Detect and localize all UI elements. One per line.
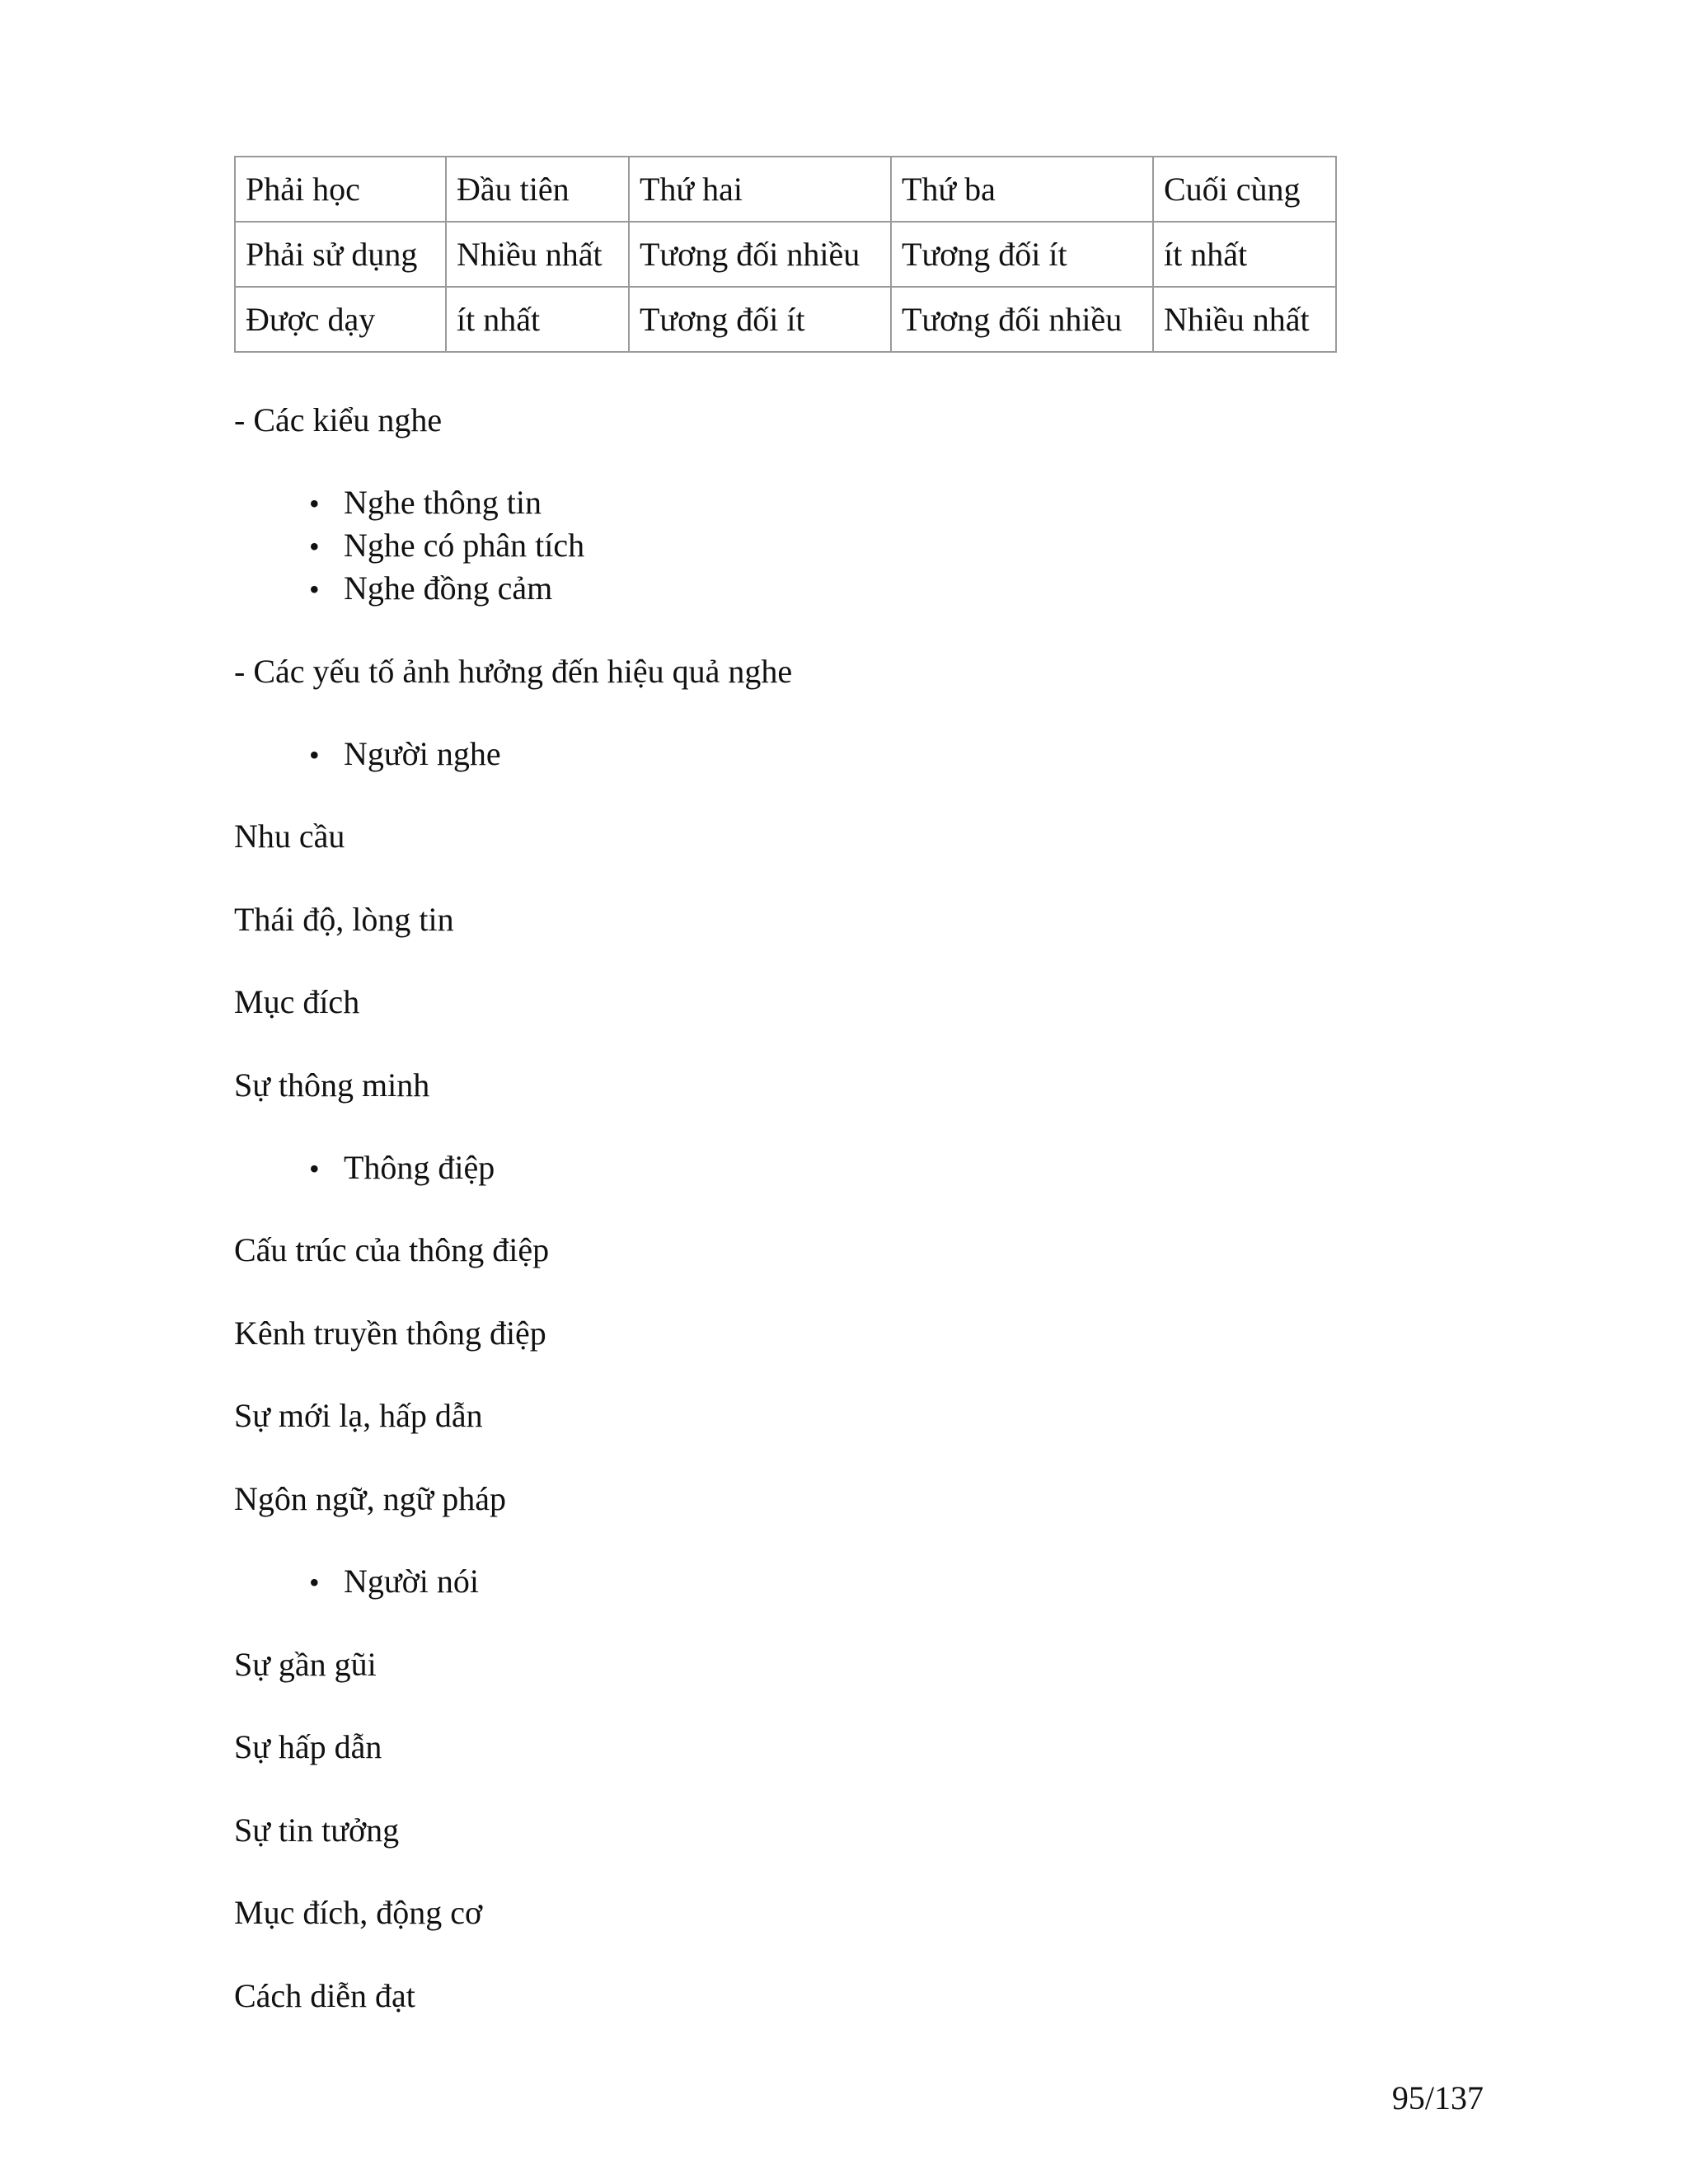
table-cell: Tương đối ít xyxy=(629,287,891,352)
text-line: Sự mới lạ, hấp dẫn xyxy=(234,1397,483,1434)
page-number: 95/137 xyxy=(1391,2079,1484,2116)
list-item xyxy=(309,569,553,607)
list-item xyxy=(309,735,501,772)
text-line: Mục đích xyxy=(234,983,360,1020)
table-cell: Tương đối nhiều xyxy=(891,287,1153,352)
list-item xyxy=(309,1565,479,1598)
text-line: Sự tin tưởng xyxy=(234,1811,400,1849)
list-item-text: Người nghe xyxy=(344,735,501,772)
comparison-table xyxy=(234,156,1337,353)
table-row xyxy=(235,222,1336,287)
section-heading-listening-types: - Các kiểu nghe xyxy=(234,401,443,438)
list-item xyxy=(309,1151,495,1184)
table-row xyxy=(235,157,1336,222)
list-item-text: Nghe có phân tích xyxy=(344,527,585,564)
table-cell: Tương đối nhiều xyxy=(629,222,891,287)
bullet-icon: • xyxy=(309,487,320,520)
text-line: Ngôn ngữ, ngữ pháp xyxy=(234,1480,506,1517)
list-item-text: Người nói xyxy=(344,1563,479,1600)
text-line: Kênh truyền thông điệp xyxy=(234,1315,546,1352)
text-line: Cấu trúc của thông điệp xyxy=(234,1231,550,1268)
table-cell: Nhiều nhất xyxy=(1153,287,1336,352)
text-line: Thái độ, lòng tin xyxy=(234,901,454,938)
table-cell: Thứ ba xyxy=(891,157,1153,222)
table-cell: Được dạy xyxy=(235,287,446,352)
table-row xyxy=(235,287,1336,352)
table-cell: Cuối cùng xyxy=(1153,157,1336,222)
bullet-icon: • xyxy=(309,1566,320,1599)
table-cell: Nhiều nhất xyxy=(446,222,629,287)
table-cell: Phải học xyxy=(235,157,446,222)
section-heading-factors: - Các yếu tố ảnh hưởng đến hiệu quả nghe xyxy=(234,653,793,690)
table-cell: ít nhất xyxy=(1153,222,1336,287)
list-item-text: Nghe thông tin xyxy=(344,484,542,521)
table-cell: Tương đối ít xyxy=(891,222,1153,287)
list-item xyxy=(309,529,584,562)
text-line: Sự hấp dẫn xyxy=(234,1728,382,1765)
text-line: Nhu cầu xyxy=(234,818,345,855)
text-line: Sự thông minh xyxy=(234,1066,430,1104)
table-cell: Phải sử dụng xyxy=(235,222,446,287)
list-item-text: Thông điệp xyxy=(344,1149,495,1186)
list-item xyxy=(309,486,542,519)
bullet-icon: • xyxy=(309,530,320,563)
table-cell: Thứ hai xyxy=(629,157,891,222)
bullet-icon: • xyxy=(309,738,320,771)
list-item-text: Nghe đồng cảm xyxy=(344,569,553,607)
bullet-icon: • xyxy=(309,1152,320,1185)
text-line: Cách diễn đạt xyxy=(234,1977,415,2014)
table-cell: ít nhất xyxy=(446,287,629,352)
text-line: Sự gần gũi xyxy=(234,1646,377,1683)
table-cell: Đầu tiên xyxy=(446,157,629,222)
text-line: Mục đích, động cơ xyxy=(234,1894,483,1931)
bullet-icon: • xyxy=(309,573,320,606)
